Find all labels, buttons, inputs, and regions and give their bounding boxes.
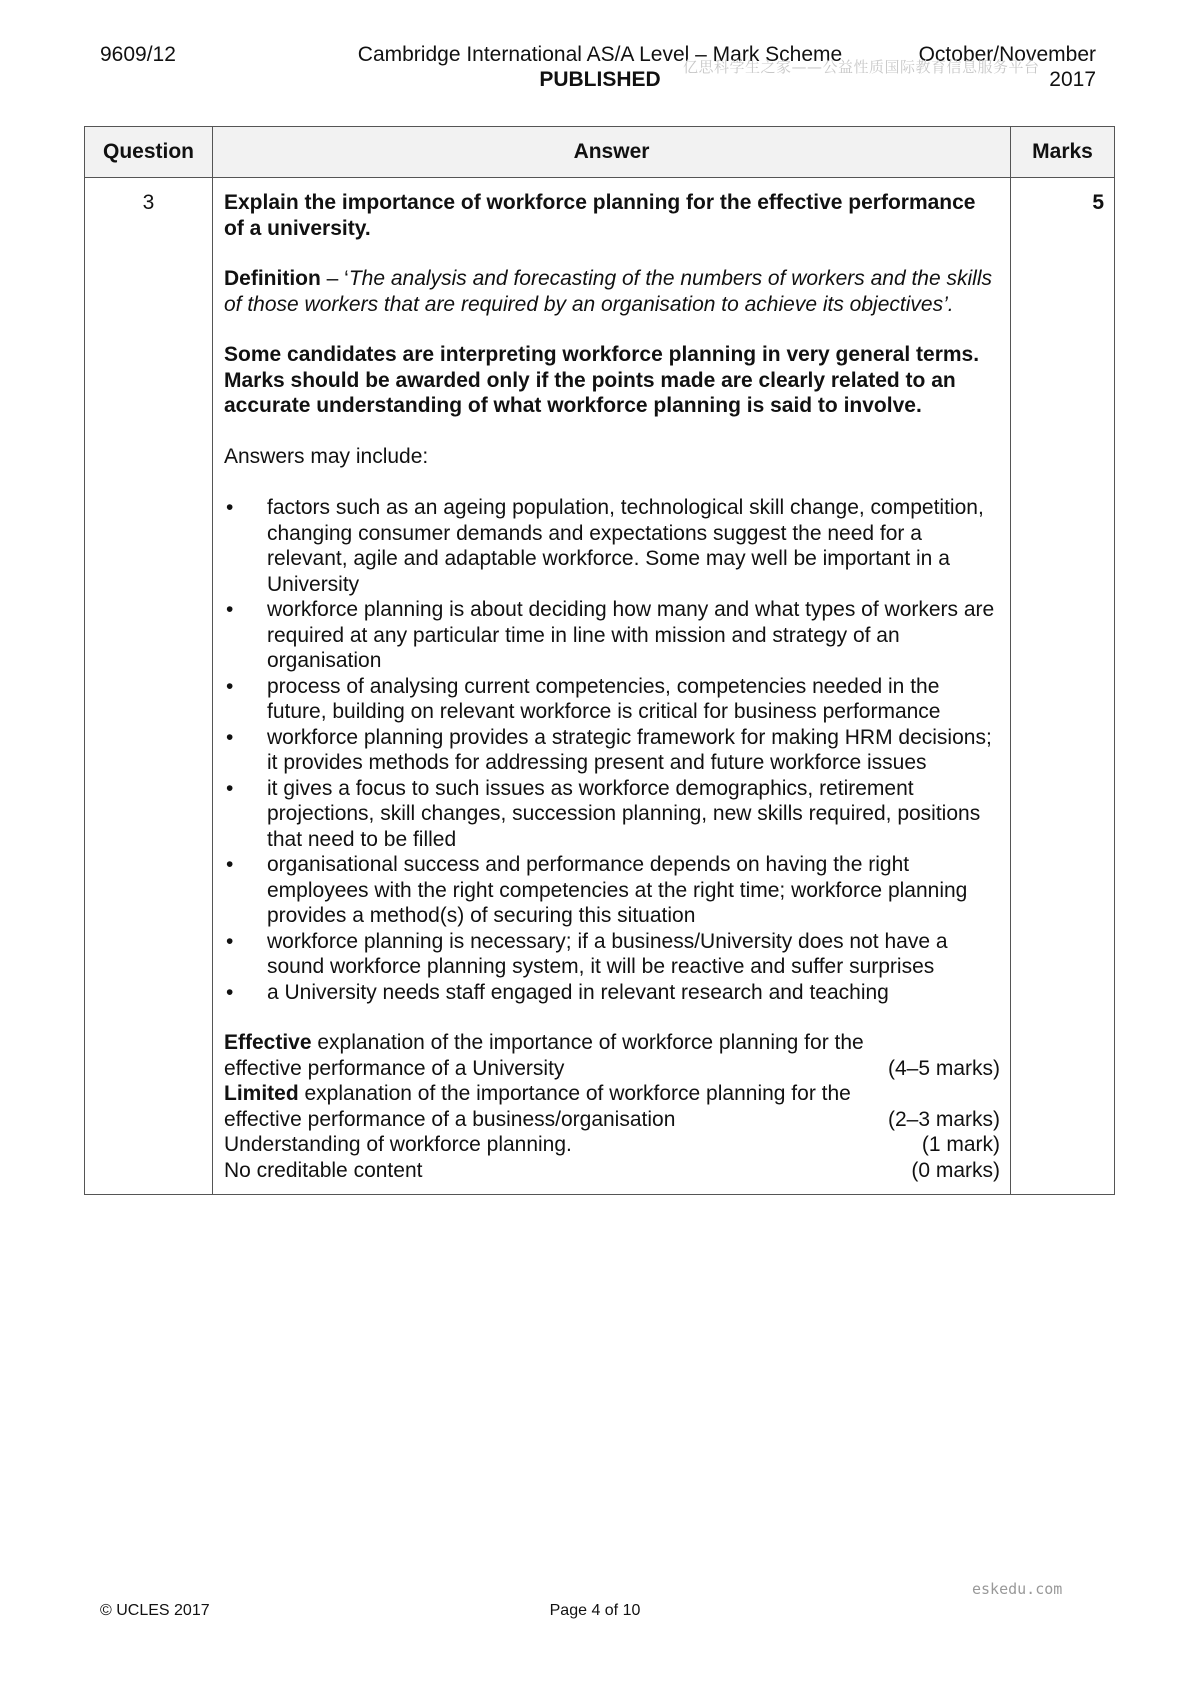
level-keyword: Limited	[224, 1082, 299, 1105]
header-session: October/November	[918, 43, 1096, 66]
level-understanding	[224, 1132, 1000, 1158]
level-marks: (0 marks)	[911, 1158, 1000, 1182]
watermark-text: 亿思科学生之家——公益性质国际教育信息服务平台	[683, 58, 1040, 76]
header-marks: Marks	[1011, 127, 1115, 178]
list-item: • a University needs staff engaged in relevant research and teaching	[224, 980, 1000, 1006]
marking-guidance: Some candidates are interpreting workforce planning in very general terms. Marks should be awarded only if the points made are clearly related to an accurate understanding of what workforce planning is said to involve.	[224, 343, 980, 417]
list-item: • organisational success and performance depends on having the right employees with the right competencies at the right time; workforce planning provides a method(s) of securing this situation	[224, 852, 1000, 929]
mark-scheme-table	[84, 126, 1115, 1195]
definition-dash: – ‘	[320, 267, 349, 290]
definition-label: Definition	[224, 267, 321, 290]
level-text: explanation of the importance of workforce planning for the effective performance of a business/organisation	[224, 1082, 851, 1131]
list-item: • workforce planning is about deciding how many and what types of workers are required at any particular time in line with mission and strategy of an organisation	[224, 597, 1000, 674]
level-text: Understanding of workforce planning.	[224, 1133, 572, 1156]
list-item: • workforce planning provides a strategic framework for making HRM decisions; it provides methods for addressing present and future workforce issues	[224, 725, 1000, 776]
definition-text: The analysis and forecasting of the numbers of workers and the skills of those workers that are required by an organisation to achieve its objectives’.	[224, 267, 992, 316]
table-row	[85, 178, 1115, 1195]
level-keyword: Effective	[224, 1031, 312, 1054]
list-item: • it gives a focus to such issues as workforce demographics, retirement projections, skill changes, succession planning, new skills required, positions that need to be filled	[224, 776, 1000, 853]
header-year: 2017	[1049, 68, 1096, 91]
site-watermark: eskedu.com	[972, 1580, 1063, 1598]
level-text: explanation of the importance of workforce planning for the effective performance of a University	[224, 1031, 864, 1080]
table-header-row	[85, 127, 1115, 178]
level-marks: (4–5 marks)	[887, 1056, 1000, 1080]
level-none	[224, 1158, 1000, 1184]
marks-value: 5	[1011, 178, 1115, 1195]
header-answer: Answer	[213, 127, 1011, 178]
level-effective	[224, 1030, 1000, 1081]
header-status: PUBLISHED	[539, 68, 661, 91]
level-description	[224, 1081, 878, 1132]
question-prompt: Explain the importance of workforce planning for the effective performance of a university.	[224, 191, 976, 240]
level-description	[224, 1030, 878, 1081]
definition	[224, 266, 1000, 317]
list-item: • workforce planning is necessary; if a business/University does not have a sound workforce planning system, it will be reactive and suffer surprises	[224, 929, 1000, 980]
level-marks: (1 mark)	[921, 1133, 1000, 1156]
header-title: Cambridge International AS/A Level – Mark Scheme	[357, 43, 843, 66]
answers-intro: Answers may include:	[224, 444, 429, 468]
answer-cell	[213, 178, 1011, 1195]
paper-code: 9609/12	[100, 43, 176, 66]
header-question: Question	[85, 127, 213, 178]
question-number: 3	[85, 178, 213, 1195]
list-item: • process of analysing current competencies, competencies needed in the future, building on relevant workforce is critical for business performance	[224, 674, 1000, 725]
page-number: Page 4 of 10	[549, 1602, 641, 1619]
list-item: • factors such as an ageing population, technological skill change, competition, changing consumer demands and expectations suggest the need for a relevant, agile and adaptable workforce. Some may well be important in a University	[224, 495, 1000, 597]
level-limited	[224, 1081, 1000, 1132]
level-marks: (2–3 marks)	[887, 1107, 1000, 1131]
copyright: © UCLES 2017	[100, 1602, 210, 1619]
level-text: No creditable content	[224, 1158, 423, 1182]
answer-points-list	[224, 495, 1000, 1005]
